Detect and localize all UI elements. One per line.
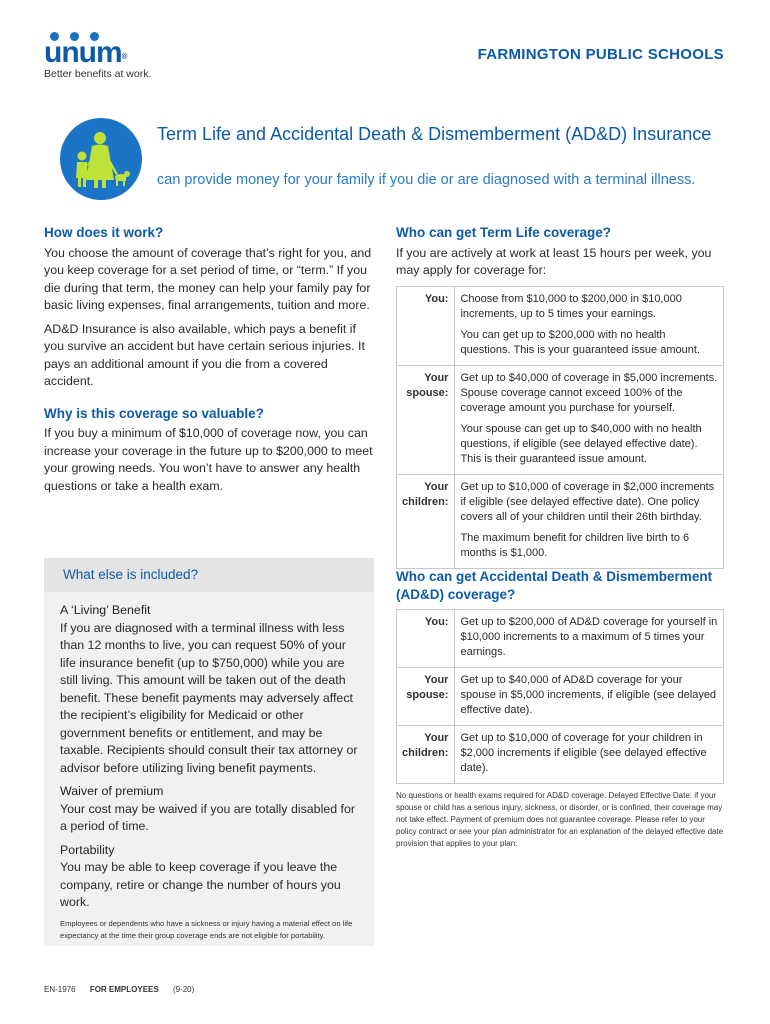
term-life-section: [396, 224, 726, 569]
table-row: [397, 610, 724, 668]
add-disclaimer: No questions or health exams required for AD&D coverage. Delayed Effective Date: if your spouse or child has a serious injury, sickness, or disorder, or is confined, their coverage may not take effect. Payment of premium does not guarantee coverage. Please refer to your policy contract or see your plan administrator for an explanation of the delayed effective date provision that applies to your plan.: [396, 791, 724, 848]
add-heading: Who can get Accidental Death & Dismemberment (AD&D) coverage?: [396, 569, 713, 602]
page-footer: [44, 985, 206, 994]
add-table: [396, 609, 724, 784]
portability-title: Portability: [60, 842, 115, 857]
row-text: [455, 668, 724, 726]
row-label: Your spouse:: [397, 365, 455, 474]
logo-tagline: Better benefits at work.: [44, 68, 152, 80]
row-text: [455, 610, 724, 668]
page-title: Term Life and Accidental Death & Dismemberment (AD&D) Insurance: [157, 124, 712, 144]
row-line: Get up to $10,000 of coverage in $2,000 increments if eligible (see delayed effective date). One policy covers all of your children until their 26th birthday.: [460, 480, 715, 523]
row-line: You can get up to $200,000 with no health questions. This is your guaranteed issue amount.: [460, 328, 700, 356]
audience-label: FOR EMPLOYEES: [89, 985, 159, 994]
row-text: [455, 474, 724, 568]
portability-note: Employees or dependents who have a sickness or injury having a material effect on life expectancy at the time their group coverage ends are not eligible for portability.: [60, 918, 353, 940]
district-name: FARMINGTON PUBLIC SCHOOLS: [477, 46, 724, 63]
term-life-heading: Who can get Term Life coverage?: [396, 225, 612, 240]
page-subtitle: can provide money for your family if you die or are diagnosed with a terminal illness.: [157, 172, 696, 188]
term-life-intro: If you are actively at work at least 15 hours per week, you may apply for coverage for:: [396, 245, 712, 277]
row-line: Get up to $10,000 of coverage for your children in $2,000 increments if eligible (see delayed effective date).: [460, 732, 707, 774]
row-line: Choose from $10,000 to $200,000 in $10,000 increments, up to 5 times your earnings.: [460, 292, 682, 320]
included-body: [60, 602, 364, 948]
logo-wordmark: unum®: [44, 36, 127, 69]
unum-logo: [44, 30, 164, 82]
term-life-table: [396, 286, 724, 569]
form-code: EN-1976: [44, 985, 76, 994]
row-line: Get up to $200,000 of AD&D coverage for yourself in $10,000 increments to a maximum of 5 times your earnings.: [460, 616, 718, 658]
add-section: [396, 568, 726, 856]
waiver-text: Your cost may be waived if you are totally disabled for a period of time.: [60, 801, 356, 833]
why-paragraph: If you buy a minimum of $10,000 of coverage now, you can increase your coverage in the future up to $200,000 to meet your growing needs. You won’t have to answer any health questions or take a health exam.: [44, 426, 373, 493]
row-label: You:: [397, 286, 455, 365]
row-text: [455, 726, 724, 784]
row-line: Get up to $40,000 of coverage in $5,000 increments. Spouse coverage cannot exceed 100% of the coverage amount you purchase for yourself.: [460, 371, 718, 414]
why-heading: Why is this coverage so valuable?: [44, 405, 264, 421]
row-text: [455, 286, 724, 365]
living-benefit-text: If you are diagnosed with a terminal illness with less than 12 months to live, you can request 50% of your life insurance benefit (up to $750,000) while you are still living. This amount will be taken out of the death benefit. These benefit payments may adversely affect the recipient’s eligibility for Medicaid or other government benefits or entitlement, and may be taxable. Recipients should consult their tax attorney or advisor before utilizing living benefit payments.: [60, 620, 358, 775]
row-text: [455, 365, 724, 474]
row-label: You:: [397, 610, 455, 668]
included-panel: [44, 558, 374, 946]
left-column: [44, 224, 378, 501]
included-heading: What else is included?: [63, 567, 199, 582]
row-line: Get up to $40,000 of AD&D coverage for your spouse in $5,000 increments, if eligible (see delayed effective date).: [460, 674, 717, 716]
table-row: [397, 286, 724, 365]
included-header: [44, 558, 374, 592]
row-label: Your spouse:: [397, 668, 455, 726]
table-row: [397, 474, 724, 568]
row-label: Your children:: [397, 474, 455, 568]
table-row: [397, 668, 724, 726]
row-line: Your spouse can get up to $40,000 with no health questions, if eligible (see delayed effective date). This is their guaranteed issue amount.: [460, 422, 702, 465]
portability-text: You may be able to keep coverage if you leave the company, retire or change the number of hours you work.: [60, 860, 341, 909]
how-paragraph-2: AD&D Insurance is also available, which pays a benefit if you survive an accident but have certain serious injuries. It pays an additional amount if you die from a covered accident.: [44, 321, 365, 388]
table-row: [397, 365, 724, 474]
row-line: The maximum benefit for children live birth to 6 months is $1,000.: [460, 531, 690, 559]
form-date: (9-20): [172, 985, 195, 994]
family-icon: [60, 118, 142, 200]
waiver-title: Waiver of premium: [60, 784, 164, 798]
how-heading: How does it work?: [44, 225, 164, 240]
page-header: [0, 0, 770, 110]
row-label: Your children:: [397, 726, 455, 784]
living-benefit-title: A ‘Living’ Benefit: [60, 603, 151, 617]
table-row: [397, 726, 724, 784]
how-paragraph-1: You choose the amount of coverage that’s right for you, and you keep coverage for a set period of time, or “term.” If you die during that term, the money can help your family pay for basic living expenses, final arrangements, tuition and more.: [44, 245, 372, 312]
